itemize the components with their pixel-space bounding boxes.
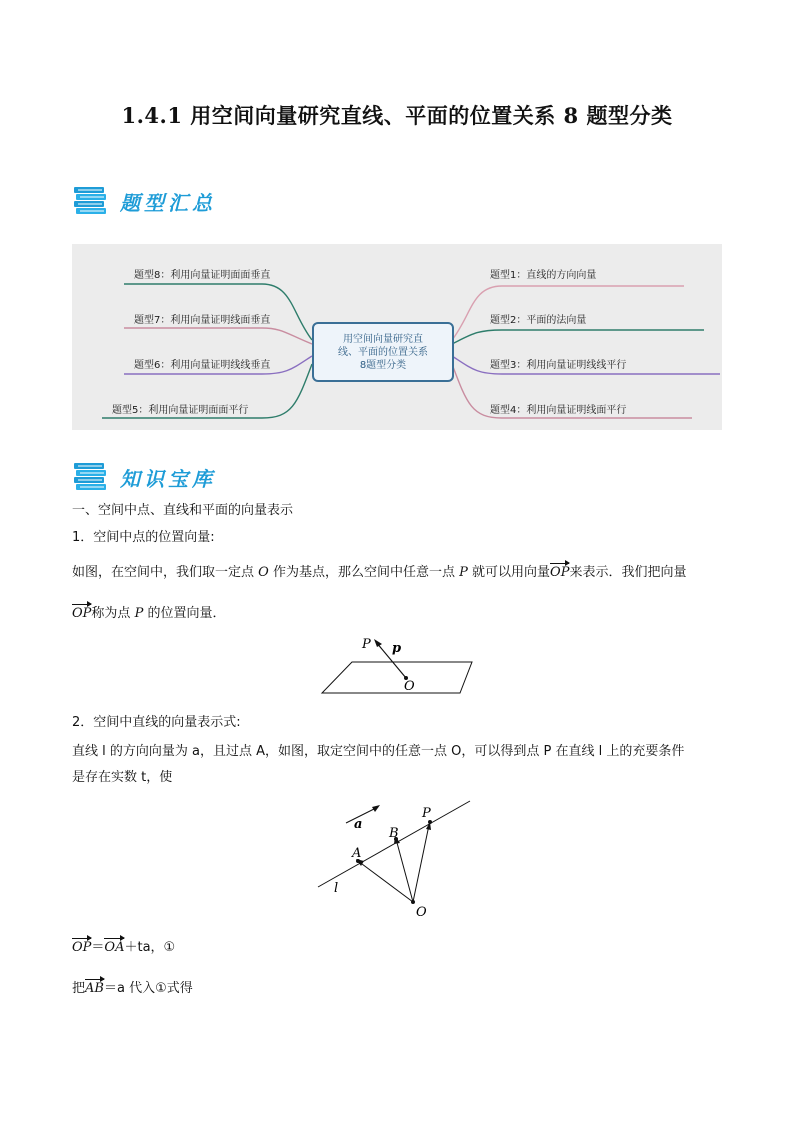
- mind-map-item-right: 题型3：利用向量证明线线平行: [490, 360, 627, 371]
- mind-map-item-right: 题型2：平面的法向量: [490, 315, 587, 326]
- text-fragment: 来表示．我们把向量: [569, 565, 687, 580]
- paragraph-4: 是存在实数 t，使: [72, 770, 173, 785]
- text-fragment: 称为点: [91, 606, 131, 621]
- figure-position-vector: [310, 630, 480, 700]
- vector-symbol: OA: [104, 940, 125, 955]
- equation-2: [72, 977, 193, 996]
- paragraph-3: 直线 l 的方向向量为 a，且过点 A，如图，取定空间中的任意一点 O，可以得到点 P 在直线 l 上的充要条件: [72, 744, 685, 759]
- text-fragment: ＋ta，①: [124, 940, 176, 955]
- equation-1: [72, 936, 175, 955]
- mind-map: [72, 244, 722, 430]
- figure-label-O: O: [416, 905, 427, 920]
- text-fragment: 就可以用向量: [472, 565, 551, 580]
- text-fragment: 作为基点，那么空间中任意一点: [272, 565, 455, 580]
- mind-map-item-right: 题型1：直线的方向向量: [490, 270, 597, 281]
- subheading-1: 1．空间中点的位置向量:: [72, 530, 215, 545]
- section-header-summary: [72, 184, 216, 218]
- text-fragment: 的位置向量．: [147, 606, 226, 621]
- figure-label-P: P: [362, 637, 371, 652]
- mind-map-item-left: 题型8：利用向量证明面面垂直: [134, 270, 271, 281]
- figure-label-O: O: [404, 679, 415, 694]
- mind-map-center-line: 线、平面的位置关系: [338, 346, 428, 358]
- book-stack-icon: [72, 185, 112, 217]
- text-fragment: ＝: [91, 940, 105, 955]
- mind-map-center-line: 用空间向量研究直: [343, 333, 423, 345]
- subheading-2: 2．空间中直线的向量表示式:: [72, 715, 241, 730]
- text-fragment: 把: [72, 981, 86, 996]
- mind-map-center-line: 8题型分类: [359, 359, 407, 371]
- vector-symbol: OP: [72, 940, 92, 955]
- vector-symbol: AB: [85, 981, 104, 996]
- mind-map-item-right: 题型4：利用向量证明线面平行: [490, 405, 627, 416]
- math-symbol: P: [134, 606, 144, 621]
- page-title: 1.4.1 用空间向量研究直线、平面的位置关系 8 题型分类: [121, 103, 673, 128]
- text-fragment: 如图，在空间中，我们取一定点: [72, 565, 255, 580]
- math-symbol: O: [258, 565, 269, 580]
- mind-map-item-left: 题型7：利用向量证明线面垂直: [134, 315, 271, 326]
- paragraph-1: [72, 561, 686, 580]
- figure-label-l: l: [334, 881, 339, 896]
- paragraph-2: [72, 602, 225, 621]
- figure-label-A: A: [352, 846, 362, 861]
- mind-map-center: [312, 322, 454, 382]
- section-label-summary: 题型汇总: [120, 190, 216, 215]
- heading-1: 一、空间中点、直线和平面的向量表示: [72, 503, 294, 518]
- mind-map-item-left: 题型5：利用向量证明面面平行: [112, 405, 249, 416]
- vector-symbol: OP: [72, 606, 92, 621]
- mind-map-item-left: 题型6：利用向量证明线线垂直: [134, 360, 271, 371]
- figure-line-vector: [310, 795, 480, 920]
- section-label-knowledge: 知识宝库: [120, 466, 216, 491]
- figure-label-B: B: [389, 826, 399, 841]
- section-header-knowledge: [72, 460, 216, 494]
- book-stack-icon: [72, 461, 112, 493]
- text-fragment: ＝a 代入①式得: [103, 981, 193, 996]
- vector-symbol: OP: [550, 565, 570, 580]
- figure-label-a: a: [354, 817, 363, 832]
- figure-label-P: P: [422, 806, 431, 821]
- math-symbol: P: [459, 565, 468, 580]
- figure-label-p: p: [392, 641, 402, 656]
